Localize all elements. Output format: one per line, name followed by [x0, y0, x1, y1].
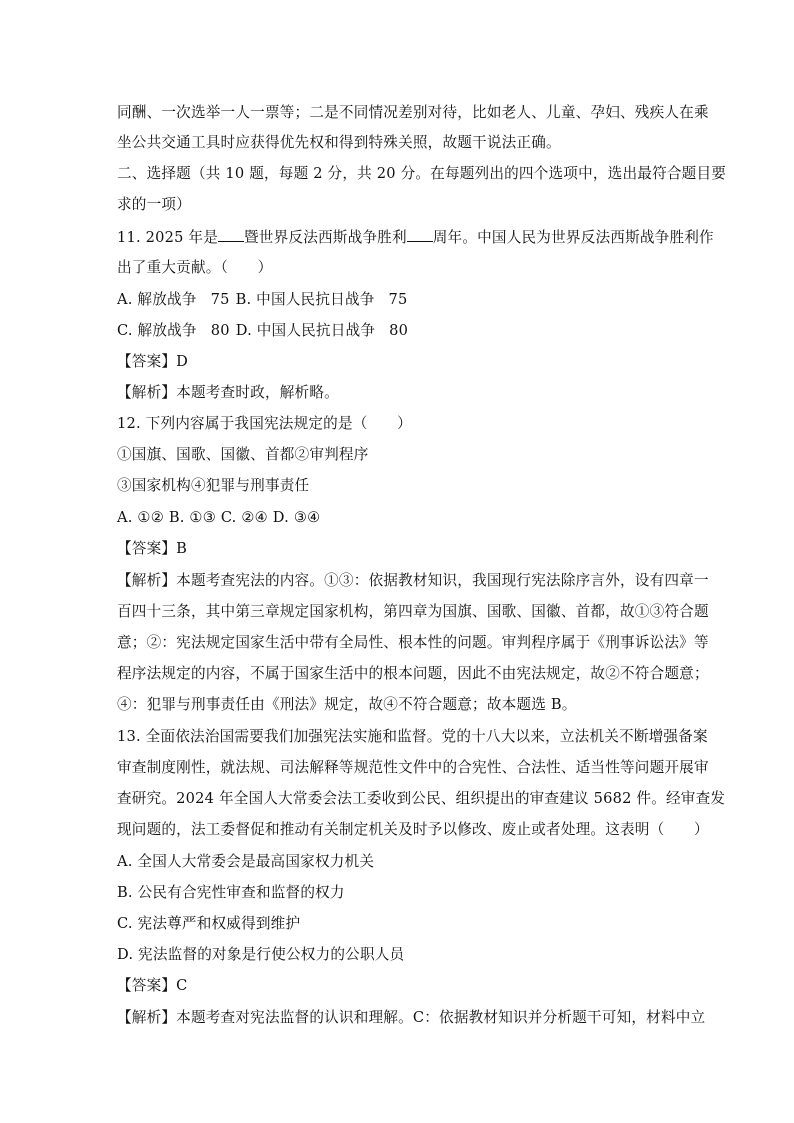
q11-stem-line-1 — [117, 227, 714, 248]
q11-stem-part-3: 周年。中国人民为世界反法西斯战争胜利作 — [432, 229, 714, 246]
q12-analysis-line-5: ④：犯罪与刑事责任由《刑法》规定，故④不符合题意；故本题选 B。 — [117, 696, 577, 713]
q11-options-ab — [117, 290, 408, 310]
q12-answer: 【答案】B — [117, 540, 188, 557]
q11-stem-part-1: 11. 2025 年是 — [117, 229, 219, 246]
q13-answer: 【答案】C — [117, 977, 188, 994]
q13-stem-line-1: 13. 全面依法治国需要我们加强宪法实施和监督。党的十八大以来，立法机关不断增强备案 — [117, 728, 708, 745]
q11-blank-1 — [218, 227, 244, 242]
q11-stem-part-2: 暨世界反法西斯战争胜利 — [244, 229, 407, 246]
q13-analysis-line-1: 【解析】本题考查对宪法监督的认识和理解。C：依据教材知识并分析题干可知，材料中立 — [117, 1009, 706, 1026]
q12-analysis-line-4: 程序法规定的内容，不属于国家生活中的根本问题，因此不由宪法规定，故②不符合题意； — [117, 665, 709, 682]
q12-stem: 12. 下列内容属于我国宪法规定的是（ ） — [117, 415, 412, 432]
q11-answer: 【答案】D — [117, 353, 189, 370]
section-heading-line-2: 求的一项） — [117, 196, 191, 213]
q12-items-line-2: ③国家机构④犯罪与刑事责任 — [117, 477, 310, 494]
q11-option-b: B. 中国人民抗日战争 — [235, 291, 375, 308]
q11-options-cd — [117, 321, 408, 341]
q11-stem-line-2: 出了重大贡献。（ ） — [117, 259, 273, 276]
q13-option-c: C. 宪法尊严和权威得到维护 — [117, 915, 301, 932]
q13-stem-line-3: 查研究。2024 年全国人大常委会法工委收到公民、组织提出的审查建议 5682 件。经审查发 — [117, 790, 726, 807]
q11-blank-2 — [407, 227, 433, 242]
q11-option-a-value: 75 — [210, 291, 230, 308]
q12-options: A. ①② B. ①③ C. ②④ D. ③④ — [117, 509, 321, 526]
q11-analysis: 【解析】本题考查时政，解析略。 — [117, 384, 339, 401]
q12-analysis-line-2: 百四十三条，其中第三章规定国家机构，第四章为国旗、国歌、国徽、首都，故①③符合题 — [117, 603, 709, 620]
intro-line-1: 同酬、一次选举一人一票等；二是不同情况差别对待，比如老人、儿童、孕妇、残疾人在乘 — [117, 104, 709, 121]
q12-analysis-line-1: 【解析】本题考查宪法的内容。①③：依据教材知识，我国现行宪法除序言外，设有四章一 — [117, 572, 709, 589]
q13-option-a: A. 全国人大常委会是最高国家权力机关 — [117, 853, 375, 870]
q11-option-c-value: 80 — [210, 322, 230, 339]
q11-option-d-value: 80 — [389, 322, 409, 339]
q12-analysis-line-3: 意；②：宪法规定国家生活中带有全局性、根本性的问题。审判程序属于《刑事诉讼法》等 — [117, 634, 709, 651]
q11-option-c: C. 解放战争 — [117, 322, 197, 339]
section-heading-line-1: 二、选择题（共 10 题，每题 2 分，共 20 分。在每题列出的四个选项中，选出最符合题目要 — [117, 165, 727, 182]
q12-items-line-1: ①国旗、国歌、国徽、首都②审判程序 — [117, 446, 369, 463]
q13-stem-line-4: 现问题的，法工委督促和推动有关制定机关及时予以修改、废止或者处理。这表明（ ） — [117, 821, 709, 838]
q11-option-d: D. 中国人民抗日战争 — [235, 322, 376, 339]
q13-option-d: D. 宪法监督的对象是行使公权力的公职人员 — [117, 946, 405, 963]
q13-stem-line-2: 审查制度刚性，就法规、司法解释等规范性文件中的合宪性、合法性、适当性等问题开展审 — [117, 759, 709, 776]
q11-option-b-value: 75 — [388, 291, 408, 308]
q11-option-a: A. 解放战争 — [117, 291, 197, 308]
intro-line-2: 坐公共交通工具时应获得优先权和得到特殊关照，故题干说法正确。 — [117, 134, 561, 151]
q13-option-b: B. 公民有合宪性审查和监督的权力 — [117, 884, 345, 901]
